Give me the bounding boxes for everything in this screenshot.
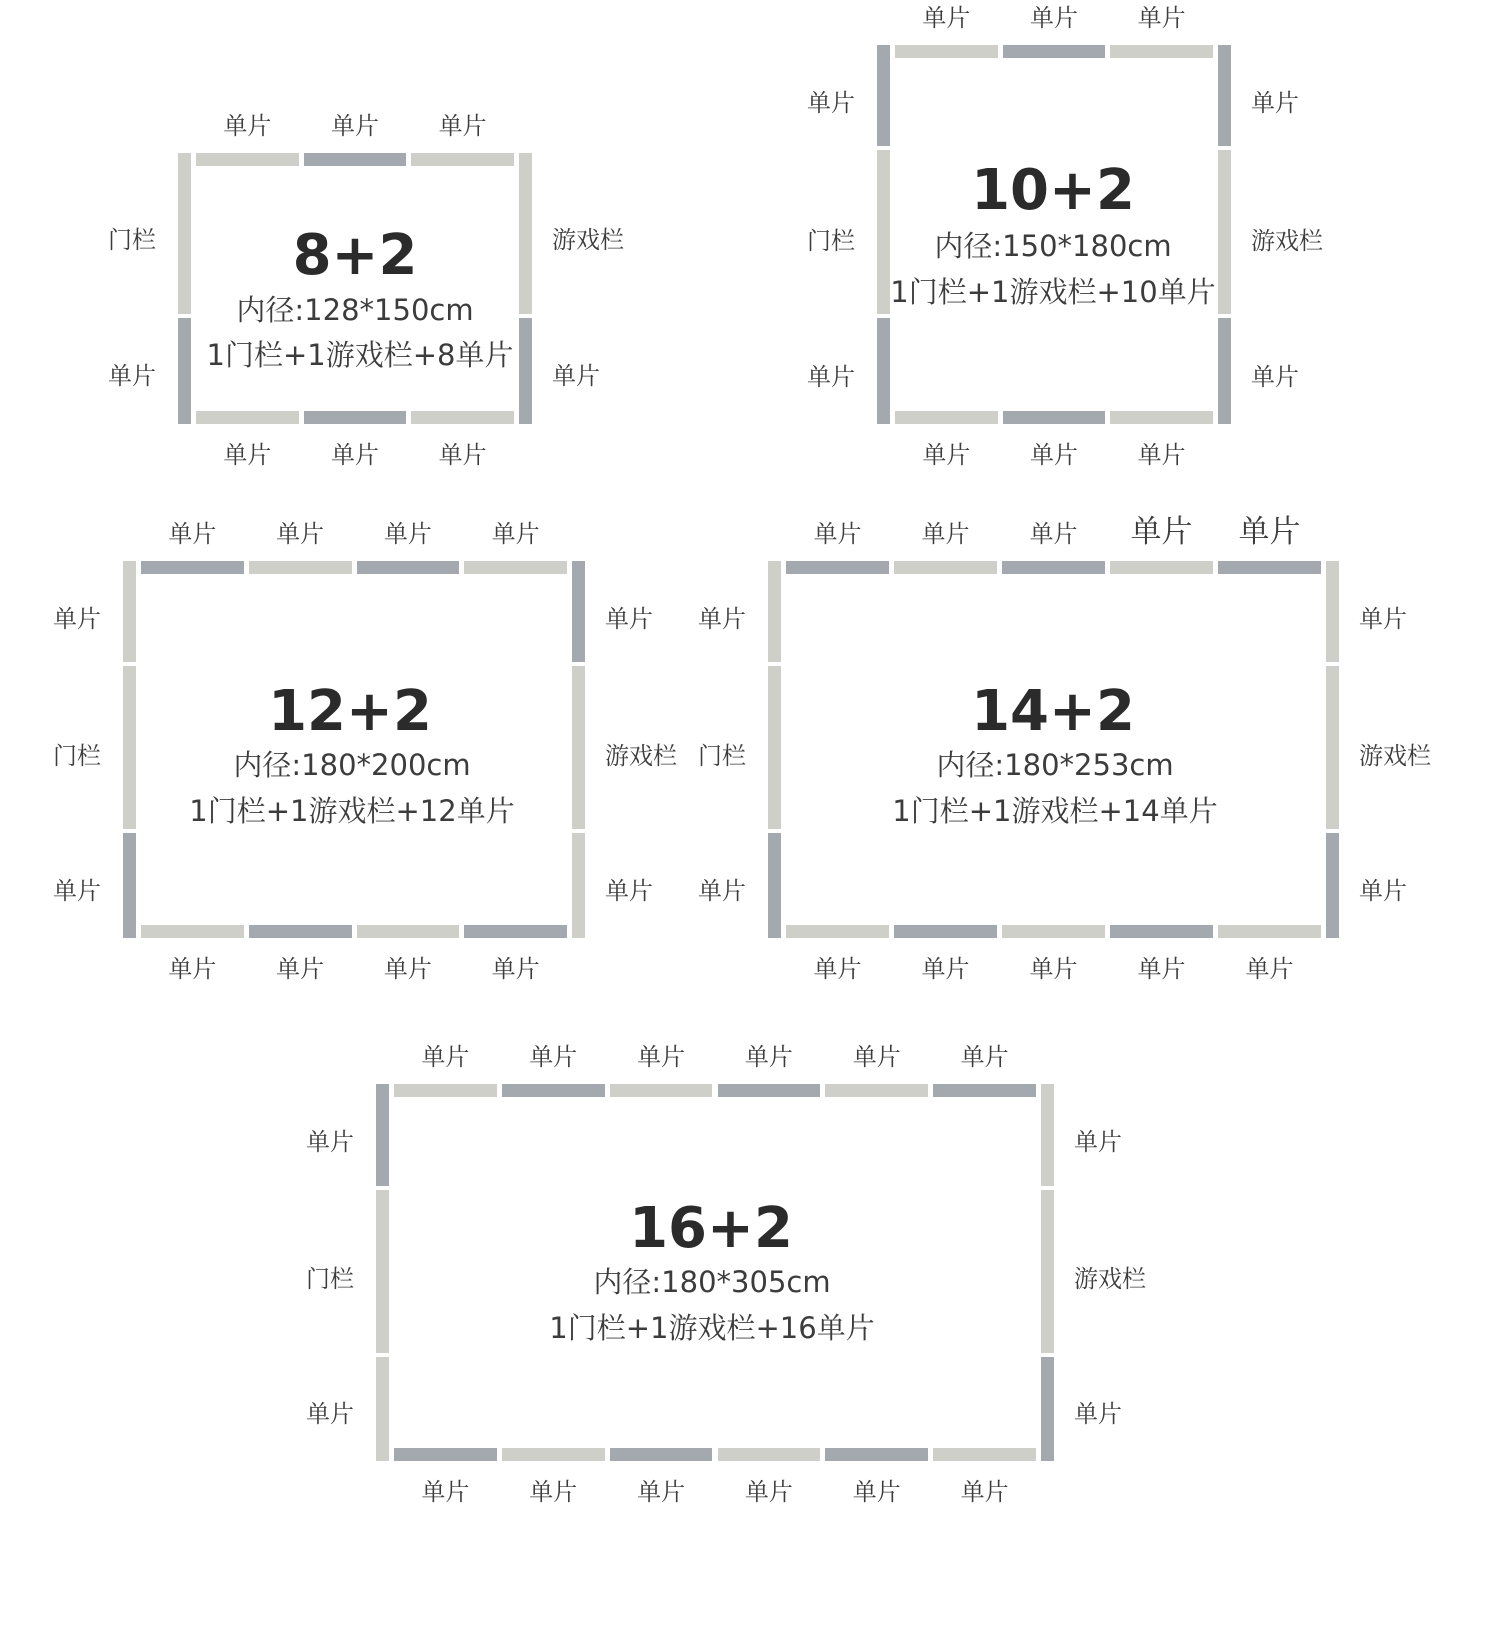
right-play-label: 游戏栏: [552, 226, 624, 254]
bottom-panel-segment: [141, 925, 244, 938]
left-panel-segment: [376, 1190, 389, 1353]
bottom-panel-label: 单片: [168, 955, 217, 983]
bottom-panel-label: 单片: [276, 955, 325, 983]
top-panel-segment: [357, 561, 460, 574]
bottom-panel-segment: [411, 411, 514, 424]
bottom-panel-label: 单片: [960, 1478, 1009, 1506]
left-gate-label: 门栏: [698, 741, 746, 770]
top-panel-segment: [825, 1084, 928, 1097]
right-play-label: 游戏栏: [605, 741, 677, 770]
top-panel-label: 单片: [1029, 520, 1078, 548]
top-panel-label: 单片: [922, 4, 971, 32]
top-panel-segment: [1110, 45, 1213, 58]
bottom-panel-label: 单片: [637, 1478, 686, 1506]
top-panel-segment: [1218, 561, 1321, 574]
top-panel-label: 单片: [813, 520, 862, 548]
right-panel-segment: [572, 561, 585, 662]
bottom-panel-label: 单片: [383, 955, 432, 983]
top-panel-segment: [304, 153, 407, 166]
bottom-panel-segment: [786, 925, 889, 938]
left-panel-label: 单片: [698, 605, 746, 633]
bottom-panel-label: 单片: [1137, 441, 1186, 469]
bottom-panel-segment: [249, 925, 352, 938]
bottom-panel-segment: [502, 1448, 605, 1461]
bottom-panel-label: 单片: [491, 955, 540, 983]
right-panel-segment: [519, 318, 532, 424]
top-panel-label: 单片: [637, 1043, 686, 1071]
bottom-panel-segment: [394, 1448, 497, 1461]
right-panel-label: 单片: [552, 362, 600, 390]
top-panel-label: 单片: [960, 1043, 1009, 1071]
bottom-panel-label: 单片: [922, 441, 971, 469]
top-panel-label: 单片: [383, 520, 432, 548]
left-panel-segment: [768, 833, 781, 938]
left-panel-segment: [123, 561, 136, 662]
right-panel-label: 单片: [1074, 1400, 1122, 1428]
inner-dimensions: 内径:128*150cm: [236, 293, 474, 327]
top-panel-label: 单片: [921, 520, 970, 548]
top-panel-label: 单片: [529, 1043, 578, 1071]
right-panel-segment: [519, 153, 532, 314]
top-panel-label: 单片: [168, 520, 217, 548]
left-gate-label: 门栏: [306, 1264, 354, 1293]
bottom-panel-label: 单片: [421, 1478, 470, 1506]
bottom-panel-segment: [196, 411, 299, 424]
right-play-label: 游戏栏: [1359, 741, 1431, 770]
top-panel-segment: [1002, 561, 1105, 574]
left-gate-label: 门栏: [108, 226, 156, 254]
right-panel-label: 单片: [1074, 1128, 1122, 1156]
inner-dimensions: 内径:180*253cm: [936, 748, 1174, 782]
top-panel-segment: [411, 153, 514, 166]
top-panel-segment: [1110, 561, 1213, 574]
top-panel-segment: [895, 45, 998, 58]
top-panel-segment: [933, 1084, 1036, 1097]
bottom-panel-segment: [1110, 411, 1213, 424]
inner-dimensions: 内径:150*180cm: [934, 229, 1172, 263]
top-panel-segment: [502, 1084, 605, 1097]
left-panel-segment: [877, 150, 890, 314]
top-panel-label: 单片: [491, 520, 540, 548]
bottom-panel-segment: [610, 1448, 713, 1461]
right-panel-label: 单片: [1359, 605, 1407, 633]
bottom-panel-segment: [933, 1448, 1036, 1461]
top-panel-label: 单片: [223, 112, 272, 140]
inner-dimensions: 内径:180*305cm: [593, 1265, 831, 1299]
composition-text: 1门栏+1游戏栏+12单片: [189, 794, 515, 828]
bottom-panel-segment: [1003, 411, 1106, 424]
configuration-title: 14+2: [971, 679, 1135, 744]
left-panel-segment: [877, 318, 890, 424]
top-panel-label: 单片: [1030, 4, 1078, 32]
top-panel-label: 单片: [331, 112, 379, 140]
left-panel-label: 单片: [306, 1400, 354, 1428]
bottom-panel-label: 单片: [529, 1478, 578, 1506]
bottom-panel-label: 单片: [744, 1478, 793, 1506]
left-panel-segment: [768, 561, 781, 662]
top-panel-segment: [718, 1084, 821, 1097]
right-panel-segment: [572, 833, 585, 938]
top-panel-segment: [196, 153, 299, 166]
right-panel-label: 单片: [1251, 89, 1299, 117]
left-panel-segment: [376, 1084, 389, 1186]
bottom-panel-label: 单片: [331, 441, 379, 469]
left-panel-segment: [376, 1357, 389, 1461]
configuration-title: 12+2: [268, 679, 432, 744]
left-panel-label: 单片: [807, 363, 855, 391]
composition-text: 1门栏+1游戏栏+14单片: [892, 794, 1218, 828]
left-panel-segment: [178, 318, 191, 424]
configuration-title: 8+2: [292, 223, 418, 288]
left-panel-segment: [123, 833, 136, 938]
bottom-panel-segment: [895, 411, 998, 424]
left-panel-segment: [877, 45, 890, 146]
right-panel-segment: [1218, 318, 1231, 424]
top-panel-label: 单片: [276, 520, 325, 548]
top-panel-label: 单片: [438, 112, 487, 140]
composition-text: 1门栏+1游戏栏+10单片: [890, 275, 1216, 309]
bottom-panel-segment: [357, 925, 460, 938]
bottom-panel-segment: [304, 411, 407, 424]
top-panel-segment: [249, 561, 352, 574]
inner-dimensions: 内径:180*200cm: [233, 748, 471, 782]
top-panel-label: 单片: [744, 1043, 793, 1071]
top-panel-segment: [1003, 45, 1106, 58]
configuration-title: 10+2: [971, 158, 1135, 223]
composition-text: 1门栏+1游戏栏+16单片: [549, 1311, 875, 1345]
bottom-panel-segment: [1002, 925, 1105, 938]
bottom-panel-segment: [718, 1448, 821, 1461]
bottom-panel-segment: [1218, 925, 1321, 938]
left-gate-label: 门栏: [53, 741, 101, 770]
bottom-panel-label: 单片: [852, 1478, 901, 1506]
right-panel-segment: [1326, 833, 1339, 938]
left-panel-label: 单片: [807, 89, 855, 117]
left-panel-segment: [178, 153, 191, 314]
left-panel-label: 单片: [53, 605, 101, 633]
right-panel-segment: [1326, 666, 1339, 829]
left-panel-label: 单片: [306, 1128, 354, 1156]
left-panel-segment: [123, 666, 136, 829]
top-panel-segment: [394, 1084, 497, 1097]
top-panel-label: 单片: [1238, 513, 1301, 550]
right-panel-segment: [1218, 150, 1231, 314]
right-panel-label: 单片: [605, 605, 653, 633]
top-panel-segment: [610, 1084, 713, 1097]
top-panel-label: 单片: [421, 1043, 470, 1071]
right-panel-segment: [1041, 1084, 1054, 1186]
bottom-panel-label: 单片: [813, 955, 862, 983]
right-panel-segment: [572, 666, 585, 829]
right-panel-label: 单片: [605, 877, 653, 905]
bottom-panel-label: 单片: [223, 441, 272, 469]
bottom-panel-label: 单片: [438, 441, 487, 469]
top-panel-label: 单片: [1137, 4, 1186, 32]
right-panel-segment: [1218, 45, 1231, 146]
top-panel-segment: [894, 561, 997, 574]
top-panel-segment: [464, 561, 567, 574]
bottom-panel-segment: [1110, 925, 1213, 938]
top-panel-segment: [141, 561, 244, 574]
right-play-label: 游戏栏: [1251, 226, 1323, 255]
left-panel-label: 单片: [108, 362, 156, 390]
bottom-panel-segment: [825, 1448, 928, 1461]
left-panel-label: 单片: [698, 877, 746, 905]
top-panel-label: 单片: [852, 1043, 901, 1071]
left-panel-segment: [768, 666, 781, 829]
bottom-panel-segment: [894, 925, 997, 938]
top-panel-segment: [786, 561, 889, 574]
bottom-panel-label: 单片: [1030, 441, 1078, 469]
top-panel-label: 单片: [1130, 513, 1193, 550]
left-gate-label: 门栏: [807, 226, 855, 255]
right-panel-segment: [1041, 1190, 1054, 1353]
right-panel-segment: [1326, 561, 1339, 662]
right-panel-segment: [1041, 1357, 1054, 1461]
bottom-panel-segment: [464, 925, 567, 938]
bottom-panel-label: 单片: [921, 955, 970, 983]
right-panel-label: 单片: [1359, 877, 1407, 905]
bottom-panel-label: 单片: [1137, 955, 1186, 983]
bottom-panel-label: 单片: [1029, 955, 1078, 983]
right-panel-label: 单片: [1251, 363, 1299, 391]
configuration-title: 16+2: [629, 1196, 793, 1261]
right-play-label: 游戏栏: [1074, 1264, 1146, 1293]
composition-text: 1门栏+1游戏栏+8单片: [206, 338, 514, 372]
bottom-panel-label: 单片: [1245, 955, 1294, 983]
left-panel-label: 单片: [53, 877, 101, 905]
